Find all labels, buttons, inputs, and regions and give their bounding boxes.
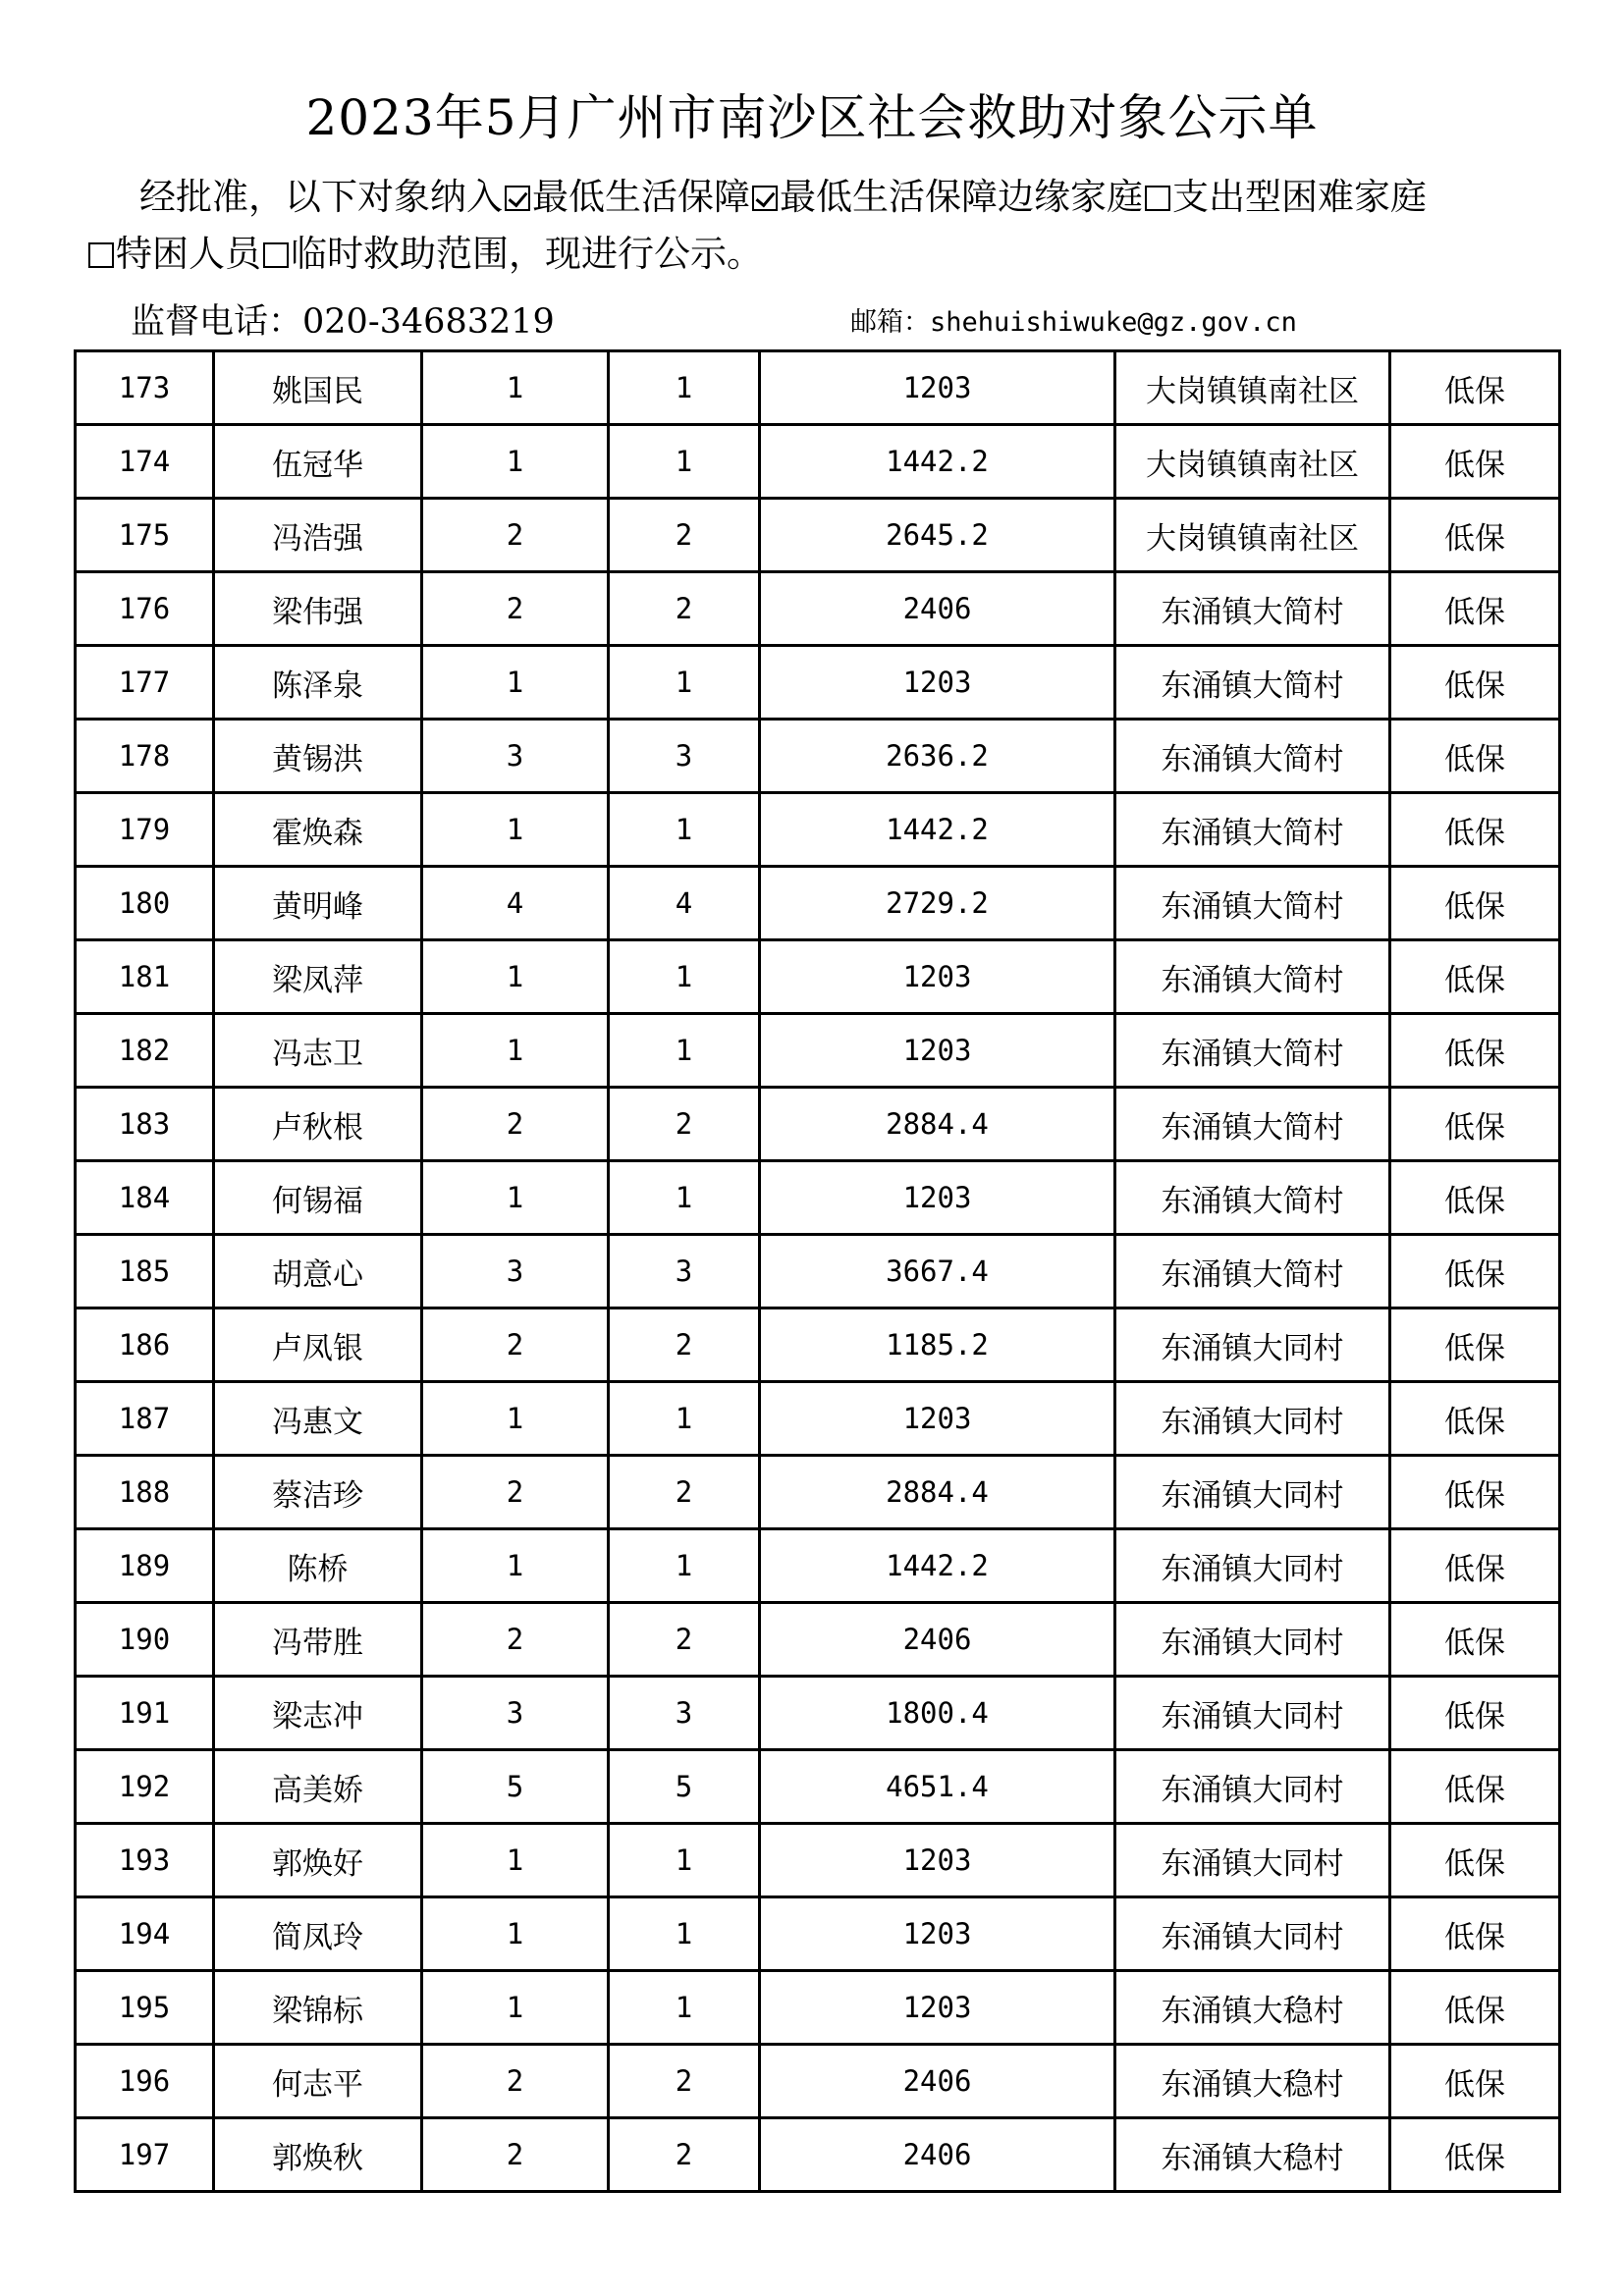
cell-aid-type: 低保 bbox=[1390, 646, 1560, 720]
cell-name: 梁锦标 bbox=[214, 1971, 422, 2045]
cell-household-size: 2 bbox=[422, 2118, 609, 2192]
table-row bbox=[76, 1529, 1560, 1603]
cell-household-size: 1 bbox=[422, 351, 609, 425]
cell-serial-number: 182 bbox=[76, 1014, 214, 1088]
table-row bbox=[76, 1750, 1560, 1824]
cell-aid-persons: 1 bbox=[609, 940, 760, 1014]
cell-household-size: 2 bbox=[422, 1308, 609, 1382]
cell-household-size: 1 bbox=[422, 940, 609, 1014]
cell-name: 陈泽泉 bbox=[214, 646, 422, 720]
supervision-email bbox=[850, 300, 1297, 339]
cell-name: 胡意心 bbox=[214, 1235, 422, 1308]
recipients-table-body bbox=[76, 351, 1560, 2192]
checkbox-dibao bbox=[505, 186, 530, 211]
table-row bbox=[76, 793, 1560, 867]
phone-label: 监督电话： bbox=[131, 302, 303, 342]
cell-household-size: 1 bbox=[422, 1824, 609, 1897]
cell-name: 简凤玲 bbox=[214, 1897, 422, 1971]
option-label-linshi: 临时救助 bbox=[291, 233, 436, 275]
cell-address: 东涌镇大同村 bbox=[1115, 1603, 1390, 1677]
cell-aid-amount: 1185.2 bbox=[760, 1308, 1115, 1382]
cell-name: 冯带胜 bbox=[214, 1603, 422, 1677]
cell-aid-persons: 2 bbox=[609, 2045, 760, 2118]
cell-aid-amount: 2884.4 bbox=[760, 1088, 1115, 1161]
table-row bbox=[76, 1161, 1560, 1235]
cell-household-size: 3 bbox=[422, 1235, 609, 1308]
intro-line-2 bbox=[86, 226, 1540, 283]
cell-name: 郭焕好 bbox=[214, 1824, 422, 1897]
table-row bbox=[76, 1603, 1560, 1677]
cell-aid-amount: 1203 bbox=[760, 351, 1115, 425]
cell-household-size: 1 bbox=[422, 1382, 609, 1456]
cell-aid-persons: 1 bbox=[609, 1529, 760, 1603]
cell-aid-persons: 1 bbox=[609, 1382, 760, 1456]
table-row bbox=[76, 1677, 1560, 1750]
table-row bbox=[76, 2118, 1560, 2192]
cell-aid-type: 低保 bbox=[1390, 1824, 1560, 1897]
cell-aid-type: 低保 bbox=[1390, 1014, 1560, 1088]
cell-address: 东涌镇大同村 bbox=[1115, 1750, 1390, 1824]
table-row bbox=[76, 1382, 1560, 1456]
cell-aid-persons: 1 bbox=[609, 351, 760, 425]
cell-aid-persons: 2 bbox=[609, 1603, 760, 1677]
table-row bbox=[76, 2045, 1560, 2118]
option-label-dibao: 最低生活保障 bbox=[532, 176, 750, 218]
cell-name: 郭焕秋 bbox=[214, 2118, 422, 2192]
cell-aid-persons: 1 bbox=[609, 1971, 760, 2045]
cell-aid-persons: 1 bbox=[609, 1824, 760, 1897]
cell-household-size: 3 bbox=[422, 1677, 609, 1750]
cell-household-size: 1 bbox=[422, 1161, 609, 1235]
cell-aid-persons: 2 bbox=[609, 499, 760, 572]
cell-name: 卢凤银 bbox=[214, 1308, 422, 1382]
cell-aid-type: 低保 bbox=[1390, 940, 1560, 1014]
cell-name: 姚国民 bbox=[214, 351, 422, 425]
cell-aid-persons: 1 bbox=[609, 425, 760, 499]
cell-serial-number: 189 bbox=[76, 1529, 214, 1603]
cell-serial-number: 181 bbox=[76, 940, 214, 1014]
cell-aid-type: 低保 bbox=[1390, 351, 1560, 425]
checkbox-linshi bbox=[263, 242, 289, 268]
cell-aid-persons: 3 bbox=[609, 720, 760, 793]
cell-household-size: 1 bbox=[422, 1014, 609, 1088]
cell-household-size: 1 bbox=[422, 646, 609, 720]
email-label: 邮箱： bbox=[850, 307, 930, 338]
cell-household-size: 1 bbox=[422, 793, 609, 867]
cell-address: 东涌镇大同村 bbox=[1115, 1382, 1390, 1456]
cell-aid-persons: 1 bbox=[609, 793, 760, 867]
table-row bbox=[76, 1235, 1560, 1308]
cell-address: 东涌镇大简村 bbox=[1115, 940, 1390, 1014]
cell-address: 东涌镇大同村 bbox=[1115, 1529, 1390, 1603]
cell-aid-amount: 2645.2 bbox=[760, 499, 1115, 572]
table-row bbox=[76, 425, 1560, 499]
cell-aid-type: 低保 bbox=[1390, 499, 1560, 572]
cell-name: 梁凤萍 bbox=[214, 940, 422, 1014]
cell-name: 霍焕森 bbox=[214, 793, 422, 867]
cell-serial-number: 194 bbox=[76, 1897, 214, 1971]
cell-address: 东涌镇大简村 bbox=[1115, 572, 1390, 646]
cell-aid-type: 低保 bbox=[1390, 425, 1560, 499]
cell-aid-persons: 2 bbox=[609, 1088, 760, 1161]
cell-name: 冯惠文 bbox=[214, 1382, 422, 1456]
cell-serial-number: 196 bbox=[76, 2045, 214, 2118]
cell-aid-persons: 2 bbox=[609, 1456, 760, 1529]
cell-address: 东涌镇大简村 bbox=[1115, 1088, 1390, 1161]
cell-address: 东涌镇大简村 bbox=[1115, 867, 1390, 940]
cell-address: 大岗镇镇南社区 bbox=[1115, 499, 1390, 572]
cell-household-size: 2 bbox=[422, 1088, 609, 1161]
cell-aid-type: 低保 bbox=[1390, 793, 1560, 867]
cell-aid-amount: 1203 bbox=[760, 1897, 1115, 1971]
cell-aid-amount: 1203 bbox=[760, 940, 1115, 1014]
cell-aid-persons: 3 bbox=[609, 1677, 760, 1750]
cell-aid-persons: 1 bbox=[609, 1014, 760, 1088]
cell-aid-type: 低保 bbox=[1390, 2045, 1560, 2118]
table-row bbox=[76, 1897, 1560, 1971]
cell-aid-type: 低保 bbox=[1390, 1308, 1560, 1382]
cell-aid-amount: 1442.2 bbox=[760, 793, 1115, 867]
cell-household-size: 1 bbox=[422, 1897, 609, 1971]
cell-aid-type: 低保 bbox=[1390, 1750, 1560, 1824]
cell-serial-number: 179 bbox=[76, 793, 214, 867]
table-row bbox=[76, 720, 1560, 793]
cell-aid-type: 低保 bbox=[1390, 1971, 1560, 2045]
cell-aid-type: 低保 bbox=[1390, 1529, 1560, 1603]
cell-household-size: 1 bbox=[422, 1971, 609, 2045]
cell-aid-type: 低保 bbox=[1390, 1603, 1560, 1677]
table-row bbox=[76, 572, 1560, 646]
cell-aid-persons: 2 bbox=[609, 572, 760, 646]
cell-serial-number: 197 bbox=[76, 2118, 214, 2192]
supervision-phone bbox=[131, 294, 555, 344]
page-title: 2023年5月广州市南沙区社会救助对象公示单 bbox=[305, 89, 1319, 146]
cell-address: 东涌镇大简村 bbox=[1115, 646, 1390, 720]
cell-name: 何锡福 bbox=[214, 1161, 422, 1235]
intro-paragraph bbox=[86, 169, 1540, 283]
cell-household-size: 2 bbox=[422, 572, 609, 646]
cell-household-size: 2 bbox=[422, 2045, 609, 2118]
cell-serial-number: 191 bbox=[76, 1677, 214, 1750]
intro-line-1 bbox=[86, 169, 1540, 226]
cell-aid-type: 低保 bbox=[1390, 720, 1560, 793]
cell-aid-type: 低保 bbox=[1390, 1382, 1560, 1456]
cell-name: 黄锡洪 bbox=[214, 720, 422, 793]
cell-aid-amount: 1203 bbox=[760, 646, 1115, 720]
cell-aid-amount: 2406 bbox=[760, 2118, 1115, 2192]
cell-aid-amount: 1203 bbox=[760, 1382, 1115, 1456]
table-row bbox=[76, 1308, 1560, 1382]
cell-household-size: 5 bbox=[422, 1750, 609, 1824]
cell-aid-amount: 1203 bbox=[760, 1971, 1115, 2045]
cell-aid-type: 低保 bbox=[1390, 572, 1560, 646]
cell-household-size: 3 bbox=[422, 720, 609, 793]
cell-name: 高美娇 bbox=[214, 1750, 422, 1824]
cell-aid-type: 低保 bbox=[1390, 867, 1560, 940]
cell-name: 蔡洁珍 bbox=[214, 1456, 422, 1529]
table-row bbox=[76, 351, 1560, 425]
cell-address: 大岗镇镇南社区 bbox=[1115, 351, 1390, 425]
cell-serial-number: 188 bbox=[76, 1456, 214, 1529]
cell-name: 冯志卫 bbox=[214, 1014, 422, 1088]
cell-address: 东涌镇大稳村 bbox=[1115, 2045, 1390, 2118]
cell-serial-number: 183 bbox=[76, 1088, 214, 1161]
cell-household-size: 2 bbox=[422, 1456, 609, 1529]
cell-address: 东涌镇大同村 bbox=[1115, 1897, 1390, 1971]
cell-address: 东涌镇大简村 bbox=[1115, 1235, 1390, 1308]
cell-aid-amount: 3667.4 bbox=[760, 1235, 1115, 1308]
cell-serial-number: 186 bbox=[76, 1308, 214, 1382]
cell-aid-amount: 2729.2 bbox=[760, 867, 1115, 940]
table-row bbox=[76, 1971, 1560, 2045]
cell-address: 东涌镇大简村 bbox=[1115, 720, 1390, 793]
cell-address: 东涌镇大同村 bbox=[1115, 1677, 1390, 1750]
intro-suffix: 范围，现进行公示。 bbox=[436, 233, 763, 275]
checkbox-tekun bbox=[88, 242, 114, 268]
cell-serial-number: 176 bbox=[76, 572, 214, 646]
cell-aid-persons: 1 bbox=[609, 646, 760, 720]
cell-aid-amount: 4651.4 bbox=[760, 1750, 1115, 1824]
cell-serial-number: 173 bbox=[76, 351, 214, 425]
table-row bbox=[76, 499, 1560, 572]
cell-address: 东涌镇大同村 bbox=[1115, 1824, 1390, 1897]
cell-aid-amount: 1203 bbox=[760, 1161, 1115, 1235]
cell-household-size: 4 bbox=[422, 867, 609, 940]
cell-aid-amount: 1203 bbox=[760, 1824, 1115, 1897]
cell-name: 卢秋根 bbox=[214, 1088, 422, 1161]
cell-address: 大岗镇镇南社区 bbox=[1115, 425, 1390, 499]
table-row bbox=[76, 867, 1560, 940]
cell-aid-type: 低保 bbox=[1390, 1088, 1560, 1161]
cell-serial-number: 193 bbox=[76, 1824, 214, 1897]
cell-aid-amount: 2406 bbox=[760, 572, 1115, 646]
cell-aid-persons: 3 bbox=[609, 1235, 760, 1308]
cell-household-size: 1 bbox=[422, 425, 609, 499]
cell-serial-number: 192 bbox=[76, 1750, 214, 1824]
cell-serial-number: 177 bbox=[76, 646, 214, 720]
table-row bbox=[76, 1014, 1560, 1088]
cell-serial-number: 190 bbox=[76, 1603, 214, 1677]
table-row bbox=[76, 1456, 1560, 1529]
cell-address: 东涌镇大稳村 bbox=[1115, 1971, 1390, 2045]
cell-name: 伍冠华 bbox=[214, 425, 422, 499]
cell-household-size: 2 bbox=[422, 1603, 609, 1677]
cell-aid-type: 低保 bbox=[1390, 1677, 1560, 1750]
cell-aid-amount: 2406 bbox=[760, 1603, 1115, 1677]
option-label-tekun: 特困人员 bbox=[116, 233, 261, 275]
cell-serial-number: 178 bbox=[76, 720, 214, 793]
cell-household-size: 1 bbox=[422, 1529, 609, 1603]
cell-aid-amount: 1442.2 bbox=[760, 425, 1115, 499]
cell-name: 黄明峰 bbox=[214, 867, 422, 940]
cell-address: 东涌镇大简村 bbox=[1115, 1161, 1390, 1235]
cell-aid-persons: 1 bbox=[609, 1897, 760, 1971]
cell-aid-amount: 2636.2 bbox=[760, 720, 1115, 793]
cell-aid-persons: 2 bbox=[609, 2118, 760, 2192]
cell-aid-amount: 2884.4 bbox=[760, 1456, 1115, 1529]
cell-aid-type: 低保 bbox=[1390, 2118, 1560, 2192]
cell-name: 何志平 bbox=[214, 2045, 422, 2118]
cell-serial-number: 180 bbox=[76, 867, 214, 940]
cell-aid-type: 低保 bbox=[1390, 1161, 1560, 1235]
cell-name: 冯浩强 bbox=[214, 499, 422, 572]
checkbox-zhichuxing bbox=[1145, 186, 1170, 211]
cell-aid-amount: 1203 bbox=[760, 1014, 1115, 1088]
cell-aid-type: 低保 bbox=[1390, 1897, 1560, 1971]
cell-address: 东涌镇大简村 bbox=[1115, 1014, 1390, 1088]
table-row bbox=[76, 1088, 1560, 1161]
cell-address: 东涌镇大稳村 bbox=[1115, 2118, 1390, 2192]
cell-serial-number: 174 bbox=[76, 425, 214, 499]
cell-serial-number: 175 bbox=[76, 499, 214, 572]
cell-name: 陈桥 bbox=[214, 1529, 422, 1603]
checkbox-dibao-bianyuan bbox=[752, 186, 778, 211]
cell-aid-persons: 1 bbox=[609, 1161, 760, 1235]
cell-serial-number: 195 bbox=[76, 1971, 214, 2045]
cell-name: 梁志冲 bbox=[214, 1677, 422, 1750]
cell-name: 梁伟强 bbox=[214, 572, 422, 646]
cell-aid-persons: 2 bbox=[609, 1308, 760, 1382]
cell-serial-number: 187 bbox=[76, 1382, 214, 1456]
table-row bbox=[76, 646, 1560, 720]
cell-household-size: 2 bbox=[422, 499, 609, 572]
cell-aid-amount: 1800.4 bbox=[760, 1677, 1115, 1750]
cell-aid-type: 低保 bbox=[1390, 1456, 1560, 1529]
cell-address: 东涌镇大同村 bbox=[1115, 1308, 1390, 1382]
cell-aid-amount: 1442.2 bbox=[760, 1529, 1115, 1603]
table-row bbox=[76, 1824, 1560, 1897]
option-label-zhichuxing: 支出型困难家庭 bbox=[1172, 176, 1427, 218]
cell-serial-number: 184 bbox=[76, 1161, 214, 1235]
email-address: shehuishiwuke@gz.gov.cn bbox=[930, 307, 1297, 338]
cell-serial-number: 185 bbox=[76, 1235, 214, 1308]
cell-address: 东涌镇大同村 bbox=[1115, 1456, 1390, 1529]
contact-line bbox=[0, 294, 1624, 344]
cell-aid-persons: 5 bbox=[609, 1750, 760, 1824]
option-label-dibao-bianyuan: 最低生活保障边缘家庭 bbox=[780, 176, 1143, 218]
table-row bbox=[76, 940, 1560, 1014]
cell-aid-amount: 2406 bbox=[760, 2045, 1115, 2118]
cell-aid-type: 低保 bbox=[1390, 1235, 1560, 1308]
phone-number: 020-34683219 bbox=[302, 302, 555, 342]
cell-address: 东涌镇大简村 bbox=[1115, 793, 1390, 867]
intro-prefix: 经批准，以下对象纳入 bbox=[139, 176, 503, 218]
cell-aid-persons: 4 bbox=[609, 867, 760, 940]
recipients-table bbox=[74, 349, 1561, 2193]
